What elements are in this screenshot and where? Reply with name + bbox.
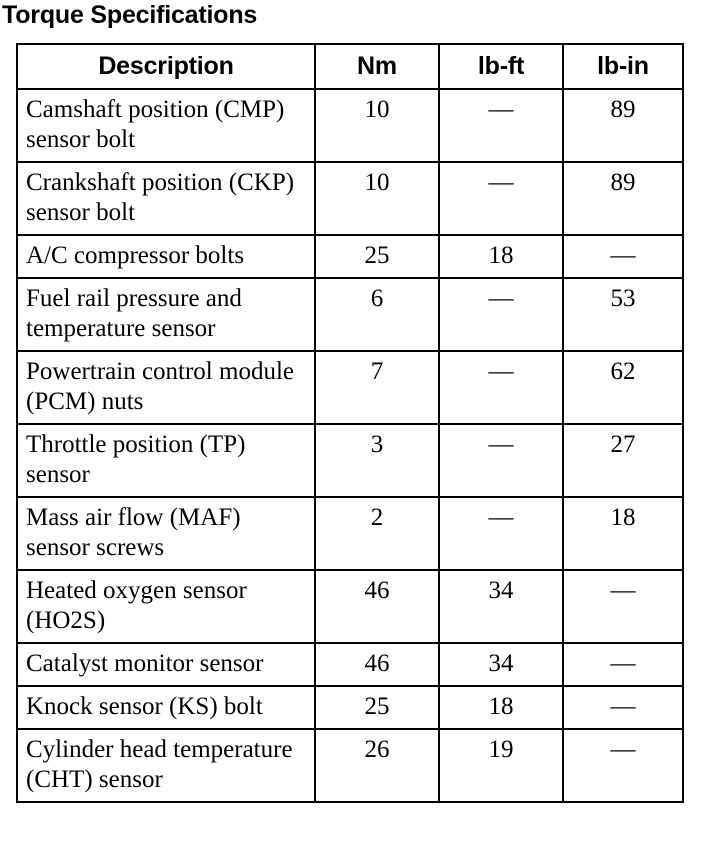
torque-spec-table [16,43,684,803]
cell-lb-ft: 18 [439,235,563,278]
table-row [17,497,683,570]
table-row [17,570,683,643]
cell-lb-in: — [563,686,683,729]
cell-lb-in: — [563,235,683,278]
cell-description: Powertrain control module (PCM) nuts [17,351,315,424]
cell-description: Heated oxygen sensor (HO2S) [17,570,315,643]
cell-lb-ft: — [439,89,563,162]
cell-description: Mass air flow (MAF) sensor screws [17,497,315,570]
cell-nm: 26 [315,729,439,802]
cell-lb-in: 62 [563,351,683,424]
cell-lb-ft: 19 [439,729,563,802]
table-row [17,351,683,424]
cell-nm: 25 [315,686,439,729]
cell-lb-in: — [563,570,683,643]
cell-nm: 6 [315,278,439,351]
page-title: Torque Specifications [2,1,258,29]
cell-nm: 25 [315,235,439,278]
table-row [17,235,683,278]
column-header-nm: Nm [315,44,439,89]
cell-description: Crankshaft position (CKP) sensor bolt [17,162,315,235]
cell-nm: 46 [315,643,439,686]
cell-description: Throttle position (TP) sensor [17,424,315,497]
cell-description: Cylinder head temperature (CHT) sensor [17,729,315,802]
cell-nm: 10 [315,162,439,235]
cell-lb-ft: — [439,162,563,235]
cell-lb-ft: 18 [439,686,563,729]
cell-lb-ft: — [439,351,563,424]
cell-nm: 7 [315,351,439,424]
cell-description: Knock sensor (KS) bolt [17,686,315,729]
table-row [17,686,683,729]
cell-description: Catalyst monitor sensor [17,643,315,686]
table-row [17,729,683,802]
table-row [17,643,683,686]
cell-lb-ft: — [439,497,563,570]
header-row [17,44,683,89]
cell-nm: 3 [315,424,439,497]
cell-lb-ft: 34 [439,570,563,643]
table-row [17,424,683,497]
cell-description: Camshaft position (CMP) sensor bolt [17,89,315,162]
table-row [17,278,683,351]
cell-lb-in: 89 [563,89,683,162]
cell-nm: 2 [315,497,439,570]
column-header-lb-in: lb-in [563,44,683,89]
cell-lb-in: 27 [563,424,683,497]
cell-description: Fuel rail pressure and temperature sensor [17,278,315,351]
cell-lb-in: 18 [563,497,683,570]
table-row [17,162,683,235]
cell-lb-ft: — [439,424,563,497]
cell-nm: 10 [315,89,439,162]
cell-lb-in: — [563,729,683,802]
cell-lb-ft: — [439,278,563,351]
cell-description: A/C compressor bolts [17,235,315,278]
cell-nm: 46 [315,570,439,643]
cell-lb-in: — [563,643,683,686]
cell-lb-ft: 34 [439,643,563,686]
table-row [17,89,683,162]
column-header-lb-ft: lb-ft [439,44,563,89]
cell-lb-in: 53 [563,278,683,351]
column-header-description: Description [17,44,315,89]
cell-lb-in: 89 [563,162,683,235]
